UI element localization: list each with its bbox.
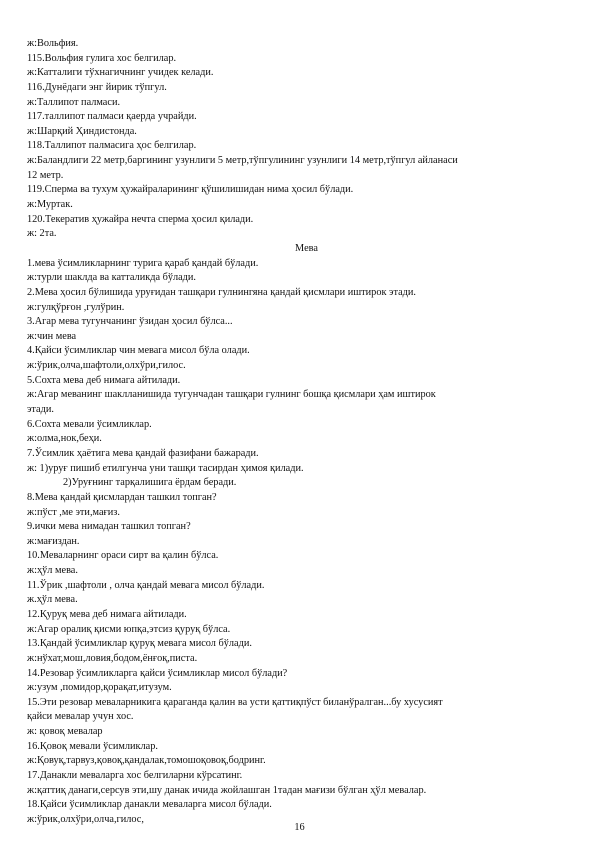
answer-line: ж:узум ,помидор,қорақат,итузум. xyxy=(27,682,172,694)
question-line: 17.Данакли меваларга хос белгиларни кўрсатинг. xyxy=(27,770,243,782)
question-line: 9.ички мева нимадан ташкил топган? xyxy=(27,521,191,533)
answer-line-continued: 12 метр. xyxy=(27,169,64,181)
question-line: 118.Таллипот палмасига ҳос белгилар. xyxy=(27,140,197,152)
question-line: 15.Эти резовар меваларникига қараганда қалин ва усти қаттиқпўст биланўралган...бу хусусият xyxy=(27,696,443,708)
answer-line: ж:нўхат,мош,ловия,бодом,ёнғоқ,писта. xyxy=(27,652,198,664)
question-line-continued: қайси мевалар учун хос. xyxy=(27,711,134,723)
answer-line: ж: 2та. xyxy=(27,228,57,240)
question-line: 1.мева ўсимликларнинг турига қараб қандай бўлади. xyxy=(27,257,259,269)
answer-line: ж: 1)уруғ пишиб етилгунча уни ташқи тасирдан ҳимоя қилади. xyxy=(27,462,304,474)
question-line: 11.Ўрик ,шафтоли , олча қандай мевага мисол бўлади. xyxy=(27,579,265,591)
answer-line: ж:турли шаклда ва катталикда бўлади. xyxy=(27,272,197,284)
question-line: 115.Вольфия гулига хос белгилар. xyxy=(27,52,177,64)
question-line: 16.Қовоқ мевали ўсимликлар. xyxy=(27,740,158,752)
answer-line-continued: этади. xyxy=(27,404,54,416)
answer-line: ж:Шарқий Ҳиндистонда. xyxy=(27,125,137,137)
section-heading: Мева xyxy=(295,242,318,254)
answer-line: ж.ҳўл мева. xyxy=(27,594,78,606)
question-line: 120.Текератив ҳужайра нечта сперма ҳосил қилади. xyxy=(27,213,254,225)
answer-line: ж:пўст ,ме эти,мағиз. xyxy=(27,506,120,518)
answer-line: ж: қовоқ мевалар xyxy=(27,726,103,738)
answer-line: ж:Баландлиги 22 метр,баргининг узунлиги 5 метр,тўпгулининг узунлиги 14 метр,тўпгул айланаси xyxy=(27,155,458,167)
answer-line: ж:ўрик,олхўри,олча,гилос, xyxy=(27,813,144,825)
answer-line: ж:чин мева xyxy=(27,330,77,342)
question-line: 2.Мева ҳосил бўлишида уруғидан ташқари гулнингяна қандай қисмлари иштирок этади. xyxy=(27,286,416,298)
question-line: 119.Сперма ва тухум ҳужайраларининг қўшилишидан нима ҳосил бўлади. xyxy=(27,184,354,196)
question-line: 7.Ўсимлик ҳаётига мева қандай фазифани бажаради. xyxy=(27,447,259,459)
question-line: 14.Резовар ўсимликларга қайси ўсимликлар мисол бўлади? xyxy=(27,667,288,679)
answer-line: ж:Агар оралиқ қисми юпқа,этсиз қуруқ бўлса. xyxy=(27,623,231,635)
question-line: 13.Қандай ўсимликлар қуруқ мевага мисол бўлади. xyxy=(27,638,252,650)
answer-line: ж:ўрик,олча,шафтоли,олхўри,гилос. xyxy=(27,360,186,372)
document-page xyxy=(27,37,572,828)
question-line: 3.Агар мева тугунчанинг ўзидан ҳосил бўлса... xyxy=(27,316,233,328)
answer-line: ж:Қовуқ,тарвуз,қовоқ,қандалак,томошоқовоқ,бодринг. xyxy=(27,755,266,767)
answer-line: ж:олма,нок,беҳи. xyxy=(27,433,102,445)
question-line: 4.Қайси ўсимликлар чин мевага мисол бўла олади. xyxy=(27,345,250,357)
answer-line: ж:мағиздан. xyxy=(27,535,80,547)
question-line: 12.Қуруқ мева деб нимага айтилади. xyxy=(27,608,187,620)
page-number: 16 xyxy=(294,822,305,833)
question-line: 5.Сохта мева деб нимага айтилади. xyxy=(27,374,181,386)
answer-line: ж:Муртак. xyxy=(27,199,73,211)
question-line: 116.Дунёдаги энг йирик тўпгул. xyxy=(27,81,167,93)
question-line: 18.Қайси ўсимликлар данакли меваларга мисол бўлади. xyxy=(27,799,272,811)
question-line: 10.Меваларнинг ораси сирт ва қалин бўлса. xyxy=(27,550,219,562)
question-line: 117.таллипот палмаси қаерда учрайди. xyxy=(27,111,197,123)
answer-line: ж:қаттиқ данаги,серсув эти,шу данак ичида жойлашган 1тадан мағизи бўлган ҳўл мевалар. xyxy=(27,784,427,796)
answer-line: ж:Агар меванинг шаклланишида тугунчадан ташқари гулнинг бошқа қисмлари ҳам иштирок xyxy=(27,389,436,401)
answer-line: ж:Таллипот палмаси. xyxy=(27,96,121,108)
question-line: 6.Сохта мевали ўсимликлар. xyxy=(27,418,152,430)
answer-line: ж:Катталиги тўхнагичнинг учидек келади. xyxy=(27,67,214,79)
answer-line: ж:гулқўрғон ,гулўрин. xyxy=(27,301,125,313)
answer-line-continued: 2)Уруғнинг тарқалишига ёрдам беради. xyxy=(63,477,237,489)
text-line: ж:Вольфия. xyxy=(27,38,79,49)
answer-line: ж:ҳўл мева. xyxy=(27,565,78,577)
question-line: 8.Мева қандай қисмлардан ташкил топган? xyxy=(27,491,217,503)
